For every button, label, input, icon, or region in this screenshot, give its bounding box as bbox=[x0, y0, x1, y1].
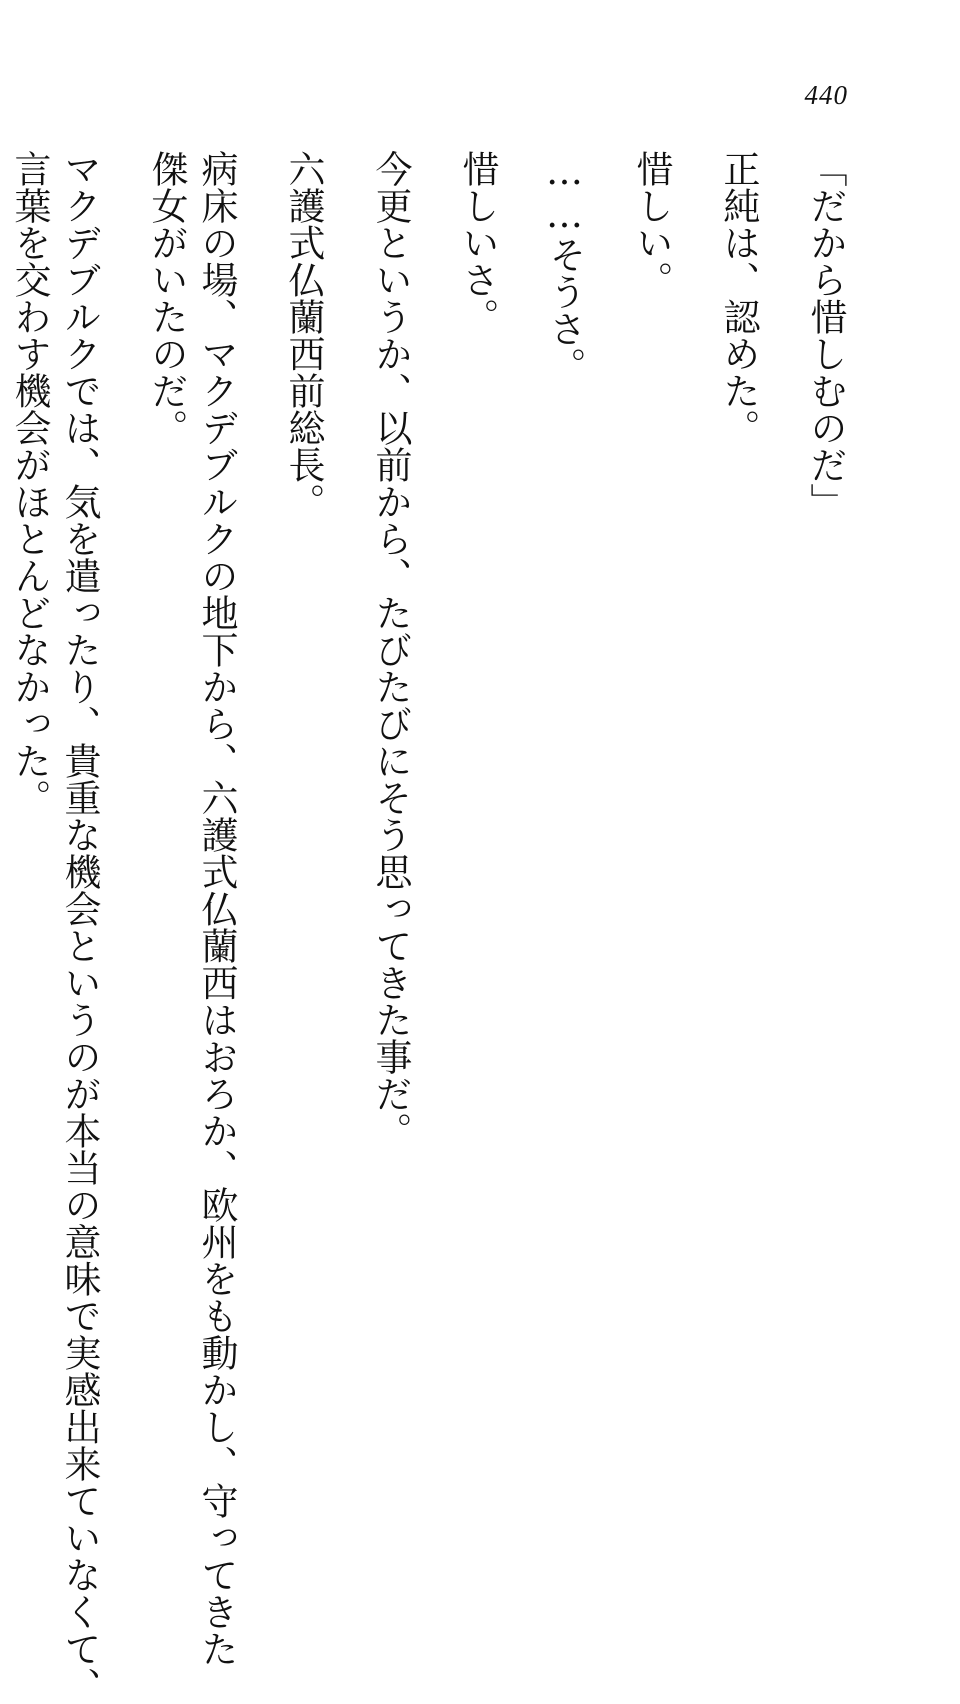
page-number: 440 bbox=[804, 80, 848, 110]
vertical-text-body bbox=[8, 150, 850, 1704]
text-line: 病床の場、マクデブルクの地下から、六護式仏蘭西はおろか、欧州をも動かし、守ってきた bbox=[195, 150, 238, 1667]
text-line: 六護式仏蘭西前総長。 bbox=[282, 150, 325, 520]
text-line: 惜しいさ。 bbox=[456, 150, 499, 335]
text-line: 言葉を交わす機会がほとんどなかった。 bbox=[8, 150, 51, 816]
text-line: マクデブルクでは、気を遣ったり、貴重な機会というのが本当の意味で実感出来ていなくて、 bbox=[58, 150, 101, 1704]
text-line: 傑女がいたのだ。 bbox=[145, 150, 188, 446]
text-line: 今更というか、以前から、たびたびにそう思ってきた事だ。 bbox=[369, 150, 412, 1149]
text-line: 惜しい。 bbox=[630, 150, 673, 298]
text-line: ……そうさ。 bbox=[543, 150, 586, 384]
text-line: 正純は、認めた。 bbox=[717, 150, 760, 446]
text-line: 「だから惜しむのだ」 bbox=[804, 150, 847, 520]
